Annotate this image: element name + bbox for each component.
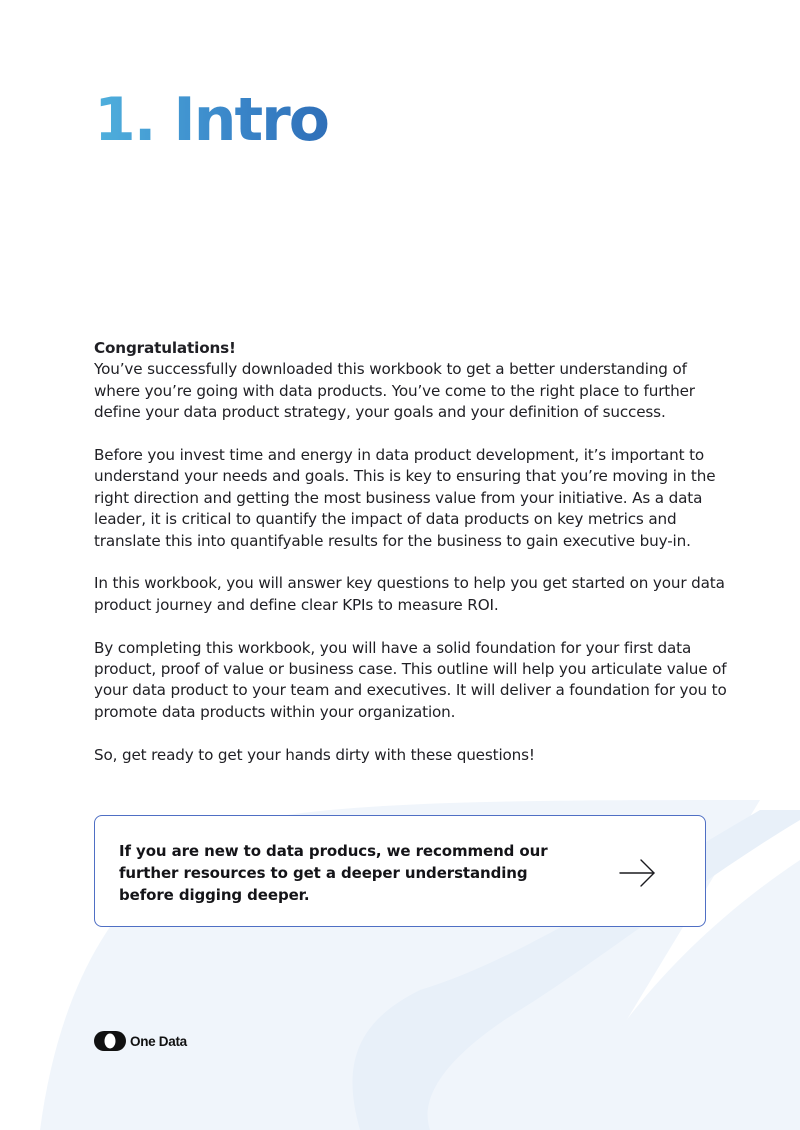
one-data-logo-icon [94,1031,126,1051]
paragraph-text: You’ve successfully downloaded this workbook to get a better understanding of where you’re going with data products. You’ve come to the right place to further define your data product strategy, your goals and your definition of success. [94,360,695,422]
intro-paragraph: So, get ready to get your hands dirty with these questions! [94,745,535,764]
callout-text: If you are new to data producs, we recommend our further resources to get a deeper understanding before digging deeper. [119,842,548,904]
logo-text: One Data [130,1033,187,1049]
arrow-right-icon[interactable] [619,858,657,888]
one-data-logo [94,1030,187,1052]
intro-paragraph: In this workbook, you will answer key questions to help you get started on your data product journey and define clear KPIs to measure ROI. [94,574,725,614]
intro-body [94,338,734,787]
intro-paragraph: Before you invest time and energy in data product development, it’s important to understand your needs and goals. This is key to ensuring that you’re moving in the right direction and getting the most business value from your initiative. As a data leader, it is critical to quantify the impact of data products on key metrics and translate this into quantifyable results for the business to gain executive buy-in. [94,446,716,550]
intro-paragraph: By completing this workbook, you will have a solid foundation for your first data product, proof of value or business case. This outline will help you articulate value of your data product to your team and executives. It will deliver a foundation for you to promote data products within your organization. [94,638,727,721]
resources-callout[interactable] [94,815,706,927]
page-title: 1. Intro [94,80,328,160]
greeting-heading: Congratulations! [94,339,236,357]
intro-paragraph [94,338,734,424]
